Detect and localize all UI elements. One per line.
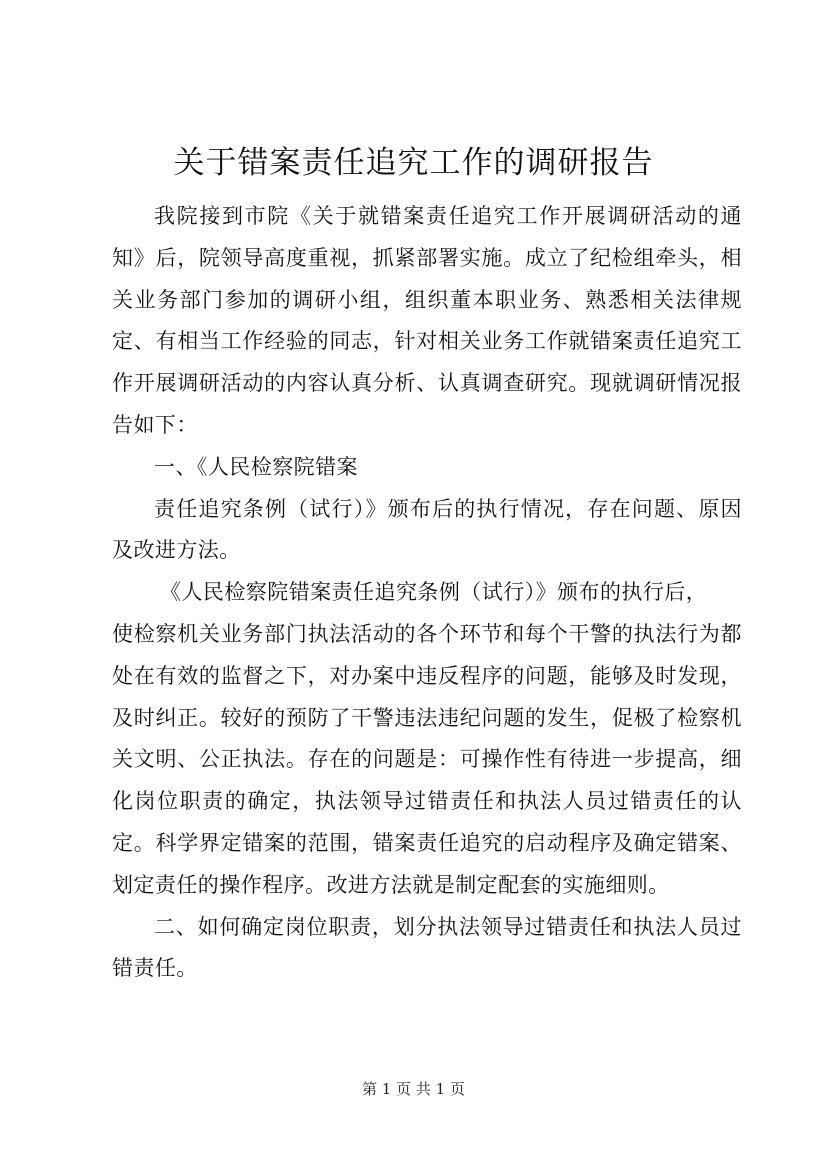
paragraph-section-1-heading-cont: 责任追究条例（试行）》颁布后的执行情况，存在问题、原因及改进方法。 [112, 496, 742, 563]
document-title: 关于错案责任追究工作的调研报告 [173, 145, 654, 181]
document-body [112, 196, 742, 990]
paragraph-section-2-heading: 二、如何确定岗位职责，划分执法领导过错责任和执法人员过错责任。 [112, 914, 742, 981]
paragraph-section-1-body: 使检察机关业务部门执法活动的各个环节和每个干警的执法行为都处在有效的监督之下，对办案中违反程序的问题，能够及时发现，及时纠正。较好的预防了干警违法违纪问题的发生，促极了检察机关文明、公正执法。存在的问题是：可操作性有待进一步提高，细化岗位职责的确定，执法领导过错责任和执法人员过错责任的认定。科学界定错案的范围，错案责任追究的启动程序及确定错案、划定责任的操作程序。改进方法就是制定配套的实施细则。 [112, 621, 742, 897]
paragraph-section-1-heading: 一、《人民检察院错案 [154, 454, 358, 479]
paragraph-intro: 我院接到市院《关于就错案责任追究工作开展调研活动的通知》后，院领导高度重视，抓紧部署实施。成立了纪检组牵头，相关业务部门参加的调研小组，组织董本职业务、熟悉相关法律规定、有相当工作经验的同志，针对相关业务工作就错案责任追究工作开展调研活动的内容认真分析、认真调查研究。现就调研情况报告如下： [112, 204, 742, 437]
paragraph-section-1-lead: 《人民检察院错案责任追究条例（试行）》颁布的执行后， [160, 580, 708, 605]
page-footer: 第 1 页 共 1 页 [362, 1080, 465, 1098]
